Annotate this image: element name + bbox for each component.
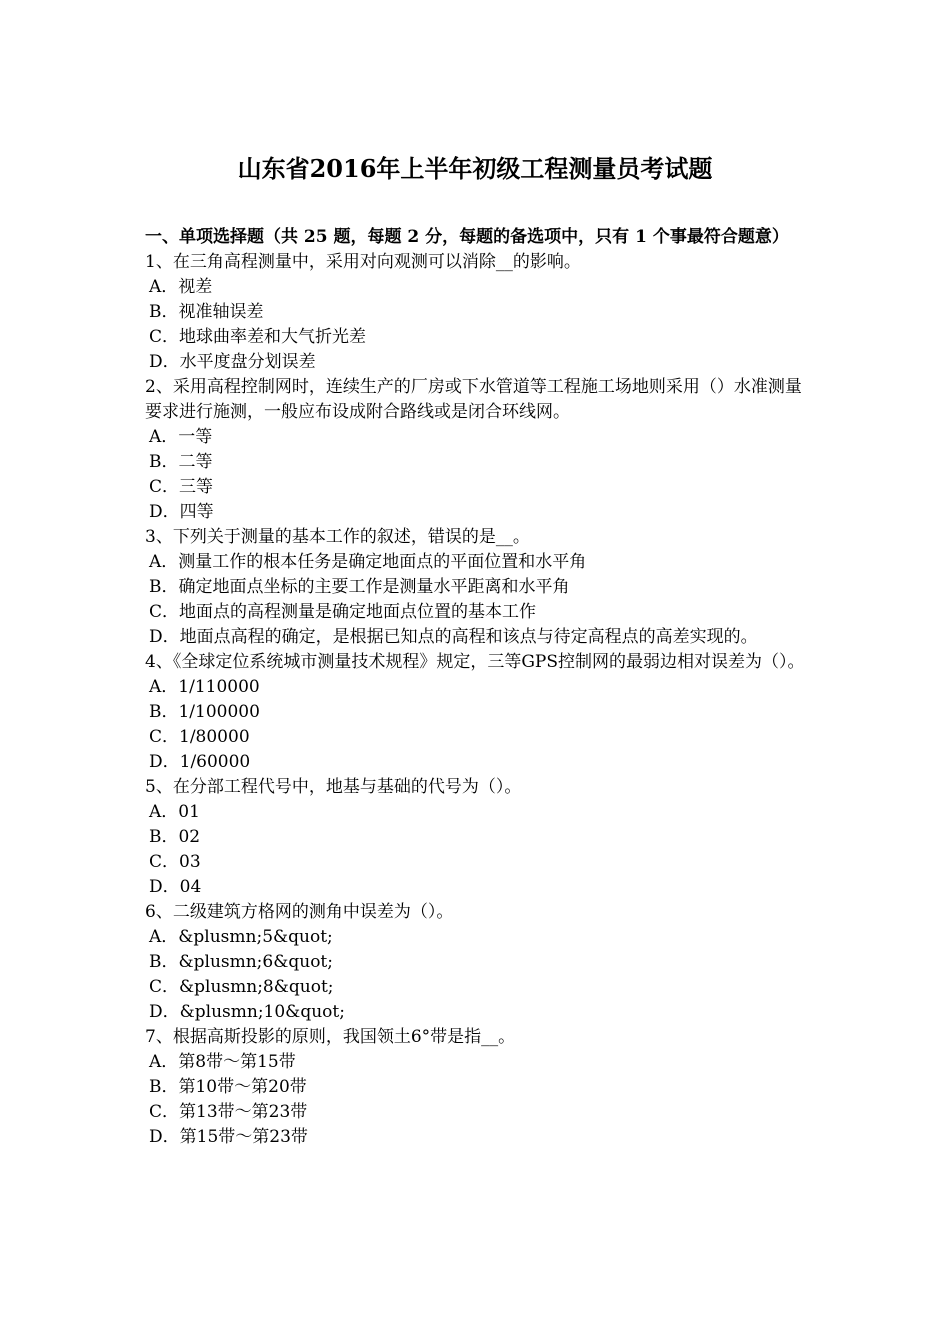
- question-stem: 3、下列关于测量的基本工作的叙述，错误的是__。: [145, 527, 530, 547]
- answer-option-d: D．四等: [149, 502, 214, 522]
- answer-option-a: A．测量工作的根本任务是确定地面点的平面位置和水平角: [149, 552, 587, 572]
- answer-option-b: B．02: [149, 827, 201, 847]
- question-2: [145, 375, 810, 525]
- question-6: [145, 900, 810, 1025]
- answer-option-a: A．1/110000: [149, 677, 260, 697]
- answer-option-b: B．二等: [149, 452, 213, 472]
- answer-option-b: B．1/100000: [149, 702, 260, 722]
- question-stem: 4、《全球定位系统城市测量技术规程》规定，三等GPS控制网的最弱边相对误差为（）。: [145, 652, 805, 672]
- answer-option-d: D．&plusmn;10&quot;: [149, 1002, 345, 1022]
- answer-option-c: C．地球曲率差和大气折光差: [149, 327, 367, 347]
- answer-option-a: A．第8带～第15带: [149, 1052, 296, 1072]
- answer-option-d: D．水平度盘分划误差: [149, 352, 316, 372]
- answer-option-d: D．04: [149, 877, 202, 897]
- section-heading: 一、单项选择题（共 25 题，每题 2 分，每题的备选项中，只有 1 个事最符合题意）: [145, 227, 789, 247]
- question-3: [145, 525, 810, 650]
- answer-option-d: D．地面点高程的确定，是根据已知点的高程和该点与待定高程点的高差实现的。: [149, 627, 758, 647]
- answer-option-c: C．&plusmn;8&quot;: [149, 977, 334, 997]
- answer-option-c: C．地面点的高程测量是确定地面点位置的基本工作: [149, 602, 537, 622]
- question-stem: 6、二级建筑方格网的测角中误差为（）。: [145, 902, 454, 922]
- question-1: [145, 250, 810, 375]
- question-stem: 2、采用高程控制网时，连续生产的厂房或下水管道等工程施工场地则采用（）水准测量要求进行施测，一般应布设成附合路线或是闭合环线网。: [145, 377, 802, 422]
- question-4: [145, 650, 810, 775]
- document-title: 山东省2016年上半年初级工程测量员考试题: [237, 154, 713, 183]
- answer-option-d: D．第15带～第23带: [149, 1127, 308, 1147]
- answer-option-b: B．确定地面点坐标的主要工作是测量水平距离和水平角: [149, 577, 570, 597]
- answer-option-a: A．一等: [149, 427, 213, 447]
- answer-option-a: A．&plusmn;5&quot;: [149, 927, 333, 947]
- question-stem: 5、在分部工程代号中，地基与基础的代号为（）。: [145, 777, 522, 797]
- question-stem: 1、在三角高程测量中，采用对向观测可以消除__的影响。: [145, 252, 581, 272]
- question-5: [145, 775, 810, 900]
- answer-option-b: B．视准轴误差: [149, 302, 264, 322]
- answer-option-a: A．01: [149, 802, 200, 822]
- question-stem: 7、根据高斯投影的原则，我国领土6°带是指__。: [145, 1027, 516, 1047]
- answer-option-c: C．第13带～第23带: [149, 1102, 308, 1122]
- answer-option-c: C．1/80000: [149, 727, 250, 747]
- answer-option-c: C．03: [149, 852, 201, 872]
- answer-option-b: B．第10带～第20带: [149, 1077, 307, 1097]
- answer-option-c: C．三等: [149, 477, 214, 497]
- answer-option-d: D．1/60000: [149, 752, 251, 772]
- question-7: [145, 1025, 810, 1150]
- answer-option-b: B．&plusmn;6&quot;: [149, 952, 333, 972]
- answer-option-a: A．视差: [149, 277, 213, 297]
- document-body: [145, 225, 810, 1150]
